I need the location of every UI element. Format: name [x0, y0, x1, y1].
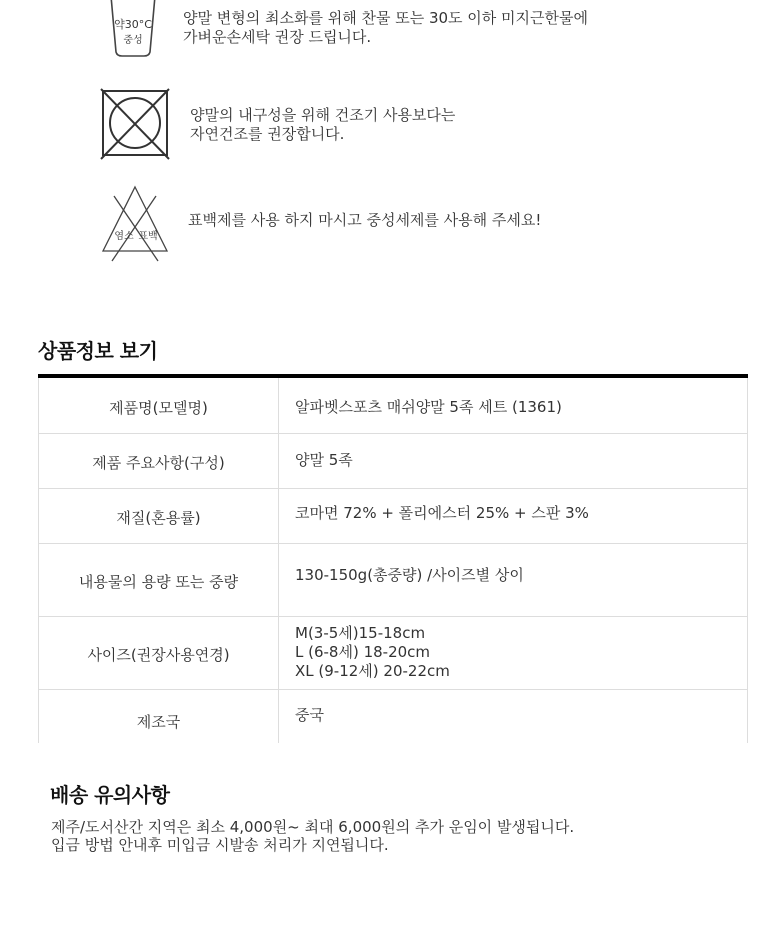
row-value-size — [279, 616, 748, 689]
care-dry-line-1: 양말의 내구성을 위해 건조기 사용보다는 — [190, 106, 456, 124]
size-line-xl: XL (9-12세) 20-22cm — [295, 661, 450, 680]
no-tumble-dry-icon — [100, 88, 170, 160]
care-wash-line-2: 가벼운손세탁 권장 드립니다. — [183, 28, 372, 46]
shipping-text — [51, 818, 574, 854]
row-label-weight: 내용물의 용량 또는 중량 — [39, 543, 279, 616]
shipping-line-2: 입금 방법 안내후 미입금 시발송 처리가 지연됩니다. — [51, 836, 389, 854]
table-row — [39, 689, 748, 743]
row-value-material: 코마면 72% + 폴리에스터 25% + 스판 3% — [279, 488, 748, 543]
care-wash-line-1: 양말 변형의 최소화를 위해 찬물 또는 30도 이하 미지근한물에 — [183, 9, 588, 27]
size-line-m: M(3-5세)15-18cm — [295, 623, 426, 642]
no-bleach-icon — [100, 184, 170, 264]
size-line-l: L (6-8세) 18-20cm — [295, 642, 431, 661]
shipping-line-1: 제주/도서산간 지역은 최소 4,000원~ 최대 6,000원의 추가 운임이 발생됩니다. — [51, 818, 575, 836]
care-bleach-line-1: 표백제를 사용 하지 마시고 중성세제를 사용해 주세요! — [188, 211, 542, 229]
care-bleach-text — [188, 211, 541, 230]
row-label-origin: 제조국 — [39, 689, 279, 743]
row-value-origin: 중국 — [279, 689, 748, 743]
bleach-bleach-label: 표백 — [138, 231, 158, 242]
shipping-title: 배송 유의사항 — [50, 783, 170, 807]
product-info-title: 상품정보 보기 — [38, 339, 158, 363]
table-row — [39, 378, 748, 433]
row-value-weight: 130-150g(총중량) /사이즈별 상이 — [279, 543, 748, 616]
table-row — [39, 488, 748, 543]
bleach-chlorine-label: 염소 — [114, 231, 134, 242]
table-row — [39, 543, 748, 616]
table-row — [39, 433, 748, 488]
row-label-model: 제품명(모델명) — [39, 378, 279, 433]
wash-detergent-label: 중성 — [123, 35, 143, 46]
wash-temp-label: 약30°C — [114, 18, 152, 31]
row-label-size: 사이즈(권장사용연경) — [39, 616, 279, 689]
care-wash-text — [183, 9, 588, 47]
row-label-material: 재질(혼용률) — [39, 488, 279, 543]
row-label-composition: 제품 주요사항(구성) — [39, 433, 279, 488]
care-dry-line-2: 자연건조를 권장합니다. — [190, 125, 345, 143]
care-dry-text — [190, 106, 455, 144]
hand-wash-icon — [108, 0, 158, 58]
table-row — [39, 616, 748, 689]
row-value-composition: 양말 5족 — [279, 433, 748, 488]
product-info-table — [38, 378, 748, 743]
row-value-model: 알파벳스포츠 매쉬양말 5족 세트 (1361) — [279, 378, 748, 433]
